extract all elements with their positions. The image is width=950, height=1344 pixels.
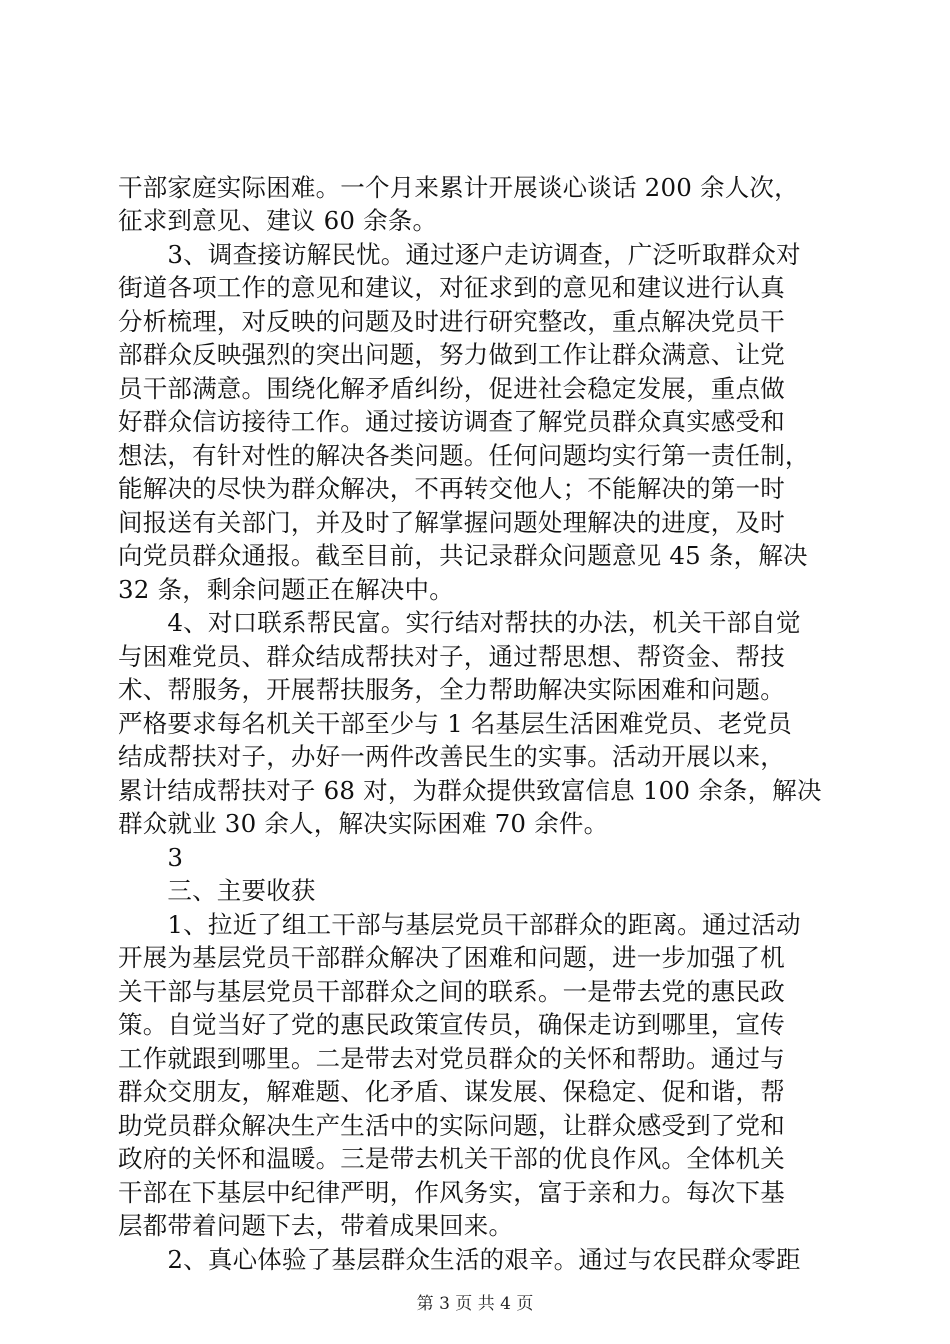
text-line: 能解决的尽快为群众解决，不再转交他人；不能解决的第一时 — [118, 474, 785, 503]
text-line: 层都带着问题下去，带着成果回来。 — [118, 1211, 514, 1240]
text-line: 群众就业 30 余人，解决实际困难 70 余件。 — [118, 809, 609, 838]
text-line: 想法，有针对性的解决各类问题。任何问题均实行第一责任制， — [118, 441, 810, 470]
text-line: 与困难党员、群众结成帮扶对子，通过帮思想、帮资金、帮技 — [118, 642, 785, 671]
text-line: 2、真心体验了基层群众生活的艰辛。通过与农民群众零距 — [118, 1245, 801, 1274]
text-line: 结成帮扶对子，办好一两件改善民生的实事。活动开展以来， — [118, 742, 785, 771]
text-line: 干部家庭实际困难。一个月来累计开展谈心谈话 200 余人次， — [118, 173, 799, 202]
text-line: 干部在下基层中纪律严明，作风务实，富于亲和力。每次下基 — [118, 1178, 785, 1207]
text-line: 累计结成帮扶对子 68 对，为群众提供致富信息 100 余条，解决 — [118, 776, 822, 805]
text-line: 好群众信访接待工作。通过接访调查了解党员群众真实感受和 — [118, 407, 785, 436]
text-line: 向党员群众通报。截至目前，共记录群众问题意见 45 条，解决 — [118, 541, 808, 570]
text-line: 征求到意见、建议 60 余条。 — [118, 206, 438, 235]
section-heading: 三、主要收获 — [118, 876, 316, 905]
text-line: 街道各项工作的意见和建议，对征求到的意见和建议进行认真 — [118, 273, 785, 302]
page-footer: 第 3 页 共 4 页 — [416, 1294, 534, 1314]
page-number-marker: 3 — [118, 843, 184, 872]
text-line: 关干部与基层党员干部群众之间的联系。一是带去党的惠民政 — [118, 977, 785, 1006]
text-line: 3、调查接访解民忧。通过逐户走访调查，广泛听取群众对 — [118, 240, 801, 269]
text-line: 助党员群众解决生产生活中的实际问题，让群众感受到了党和 — [118, 1111, 785, 1140]
text-line: 政府的关怀和温暖。三是带去机关干部的优良作风。全体机关 — [118, 1144, 785, 1173]
text-line: 32 条，剩余问题正在解决中。 — [118, 575, 454, 604]
text-line: 员干部满意。围绕化解矛盾纠纷，促进社会稳定发展，重点做 — [118, 374, 785, 403]
text-line: 开展为基层党员干部群众解决了困难和问题，进一步加强了机 — [118, 943, 785, 972]
text-line: 术、帮服务，开展帮扶服务，全力帮助解决实际困难和问题。 — [118, 675, 785, 704]
text-line: 1、拉近了组工干部与基层党员干部群众的距离。通过活动 — [118, 910, 801, 939]
text-line: 间报送有关部门，并及时了解掌握问题处理解决的进度，及时 — [118, 508, 785, 537]
text-line: 群众交朋友，解难题、化矛盾、谋发展、保稳定、促和谐，帮 — [118, 1077, 785, 1106]
text-line: 策。自觉当好了党的惠民政策宣传员，确保走访到哪里，宣传 — [118, 1010, 785, 1039]
text-line: 部群众反映强烈的突出问题，努力做到工作让群众满意、让党 — [118, 340, 785, 369]
text-line: 4、对口联系帮民富。实行结对帮扶的办法，机关干部自觉 — [118, 608, 801, 637]
text-line: 分析梳理，对反映的问题及时进行研究整改，重点解决党员干 — [118, 307, 785, 336]
text-line: 工作就跟到哪里。二是带去对党员群众的关怀和帮助。通过与 — [118, 1044, 785, 1073]
text-line: 严格要求每名机关干部至少与 1 名基层生活困难党员、老党员 — [118, 709, 792, 738]
